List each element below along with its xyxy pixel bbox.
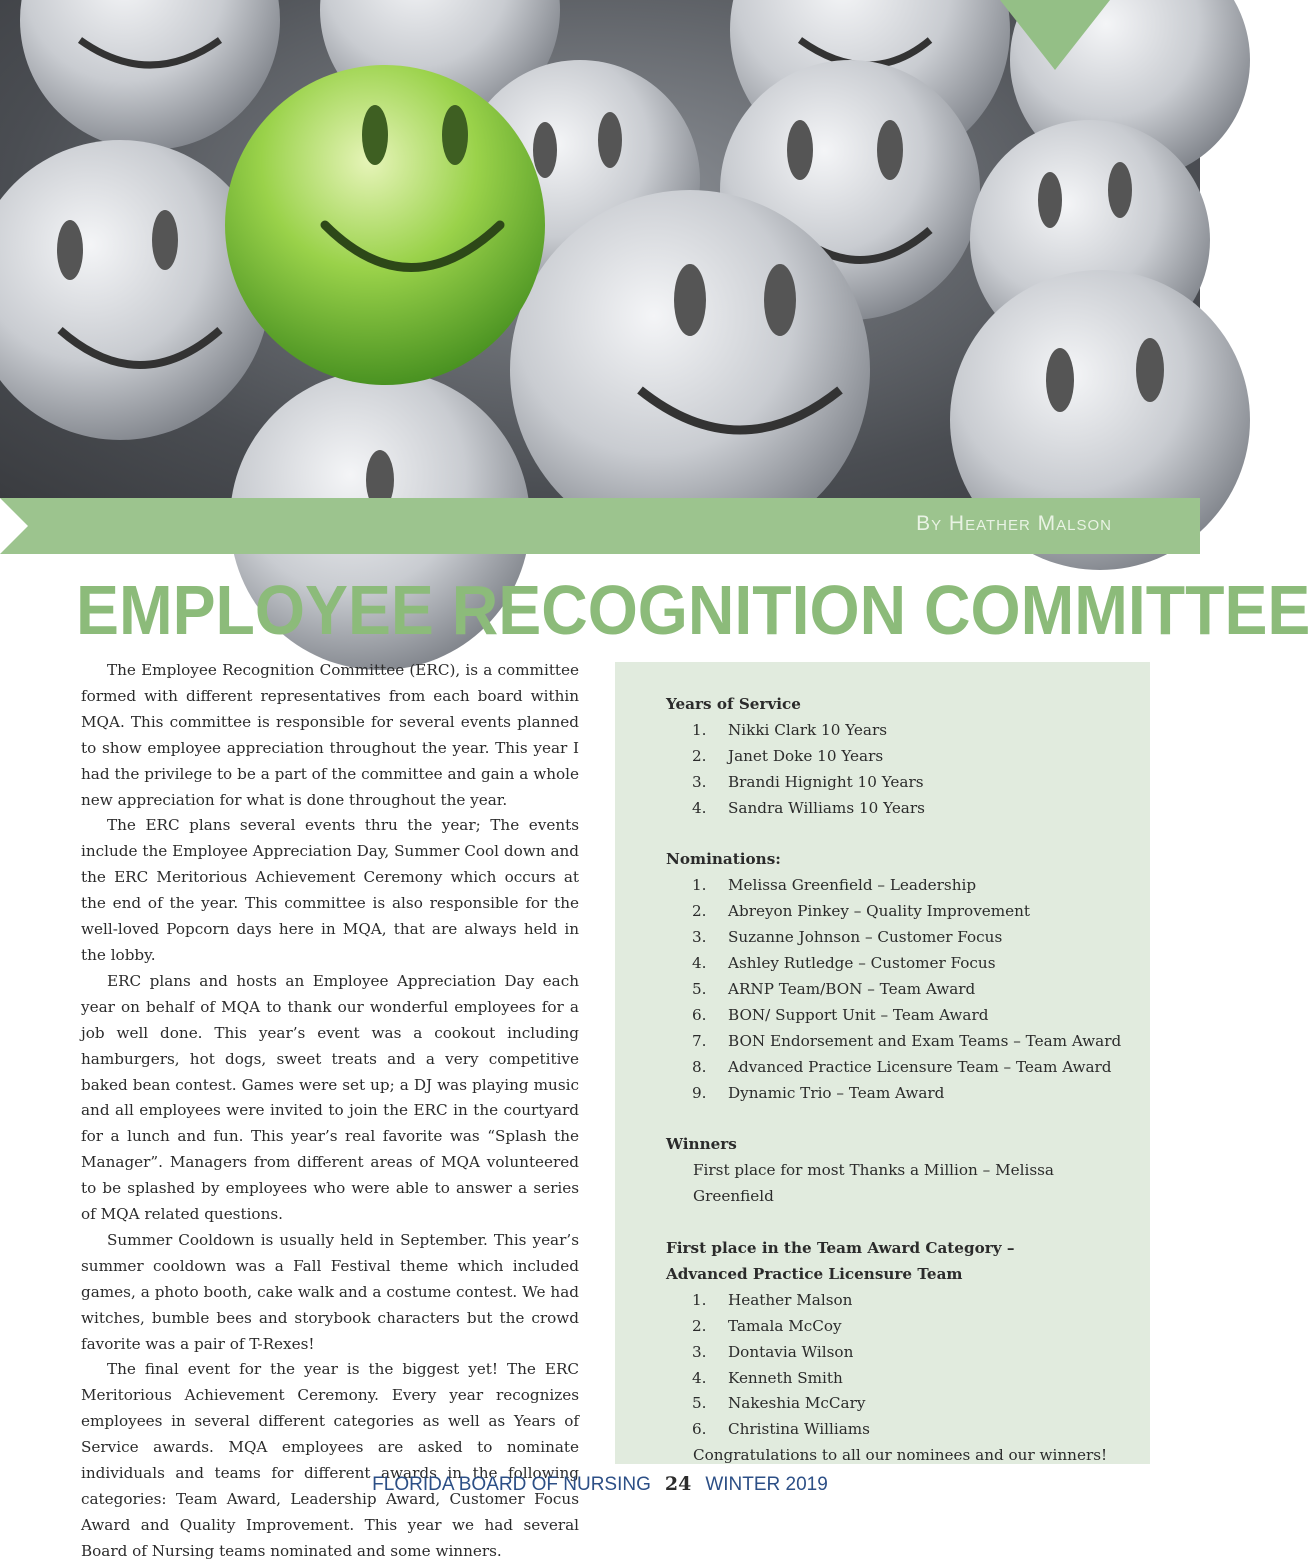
issue-label: WINTER 2019 bbox=[705, 1474, 828, 1495]
winners-text: First place for most Thanks a Million – Melissa Greenfield bbox=[693, 1161, 1054, 1206]
list-item: 6. BON/ Support Unit – Team Award bbox=[692, 1005, 989, 1024]
gray-smiley-ball bbox=[20, 0, 280, 150]
green-smiley-ball bbox=[225, 65, 545, 385]
gray-smiley-ball bbox=[0, 140, 270, 440]
page-number: 24 bbox=[664, 1473, 692, 1495]
nominations-list bbox=[666, 873, 1136, 1106]
paragraph: ERC plans and hosts an Employee Appreciation Day each year on behalf of MQA to thank our wonderful employees for a job well done. This year’s event was a cookout including hamburgers, hot dogs, sweet treats and a very competitive baked bean contest. Games were set up; a DJ was playing music and all employees were invited to join the ERC in the courtyard for a lunch and fun. This year’s real favorite was “Splash the Manager”. Managers from different areas of MQA volunteered to be splashed by employees who were able to answer a series of MQA related questions. bbox=[81, 971, 579, 1224]
smiley-balls-photo bbox=[0, 0, 1200, 498]
paragraph: Summer Cooldown is usually held in September. This year’s summer cooldown was a Fall Festival theme which included games, a photo booth, cake walk and a costume contest. We had witches, bumble bees and storybook characters but the crowd favorite was a pair of T-Rexes! bbox=[81, 1230, 579, 1353]
article-body bbox=[81, 658, 579, 1565]
list-item: 4. Ashley Rutledge – Customer Focus bbox=[692, 954, 996, 973]
list-item: 7. BON Endorsement and Exam Teams – Team Award bbox=[692, 1031, 1122, 1050]
years-of-service-heading: Years of Service bbox=[666, 695, 801, 713]
list-item: 9. Dynamic Trio – Team Award bbox=[692, 1083, 945, 1102]
team-members-list bbox=[666, 1288, 1136, 1443]
winners-heading: Winners bbox=[666, 1135, 737, 1154]
congratulations-text: Congratulations to all our nominees and our winners! bbox=[693, 1446, 1108, 1465]
team-award-heading: First place in the Team Award Category – bbox=[666, 1238, 1015, 1257]
page-title: EMPLOYEE RECOGNITION COMMITTEE bbox=[76, 571, 1310, 649]
list-item: 8. Advanced Practice Licensure Team – Team Award bbox=[692, 1057, 1112, 1076]
paragraph: The ERC plans several events thru the year; The events include the Employee Appreciation Day, Summer Cool down and the ERC Meritorious Achievement Ceremony which occurs at the end of the year. This committee is also responsible for the well-loved Popcorn days here in MQA, that are always held in the lobby. bbox=[81, 816, 579, 964]
hero-image bbox=[0, 0, 1200, 498]
nominations-heading: Nominations: bbox=[666, 850, 781, 869]
band-notch-decoration bbox=[0, 498, 28, 554]
list-item: 3. Brandi Hignight 10 Years bbox=[692, 772, 924, 791]
paragraph: The final event for the year is the biggest yet! The ERC Meritorious Achievement Ceremony. Every year recognizes employees in several different categories as well as Years of Service awards. MQA employees are asked to nominate individuals and teams for different awards in the following categories: Team Award, Leadership Award, Customer Focus Award and Quality Improvement. This year we had several Board of Nursing teams nominated and some winners. bbox=[81, 1360, 579, 1560]
corner-triangle-decoration bbox=[1000, 0, 1110, 70]
page-footer bbox=[0, 1473, 1200, 1496]
list-item: 4. Kenneth Smith bbox=[692, 1368, 843, 1387]
list-item: 2. Abreyon Pinkey – Quality Improvement bbox=[692, 902, 1031, 921]
list-item: 5. ARNP Team/BON – Team Award bbox=[692, 979, 976, 998]
list-item: 4. Sandra Williams 10 Years bbox=[692, 798, 925, 817]
years-of-service-list bbox=[666, 718, 1136, 822]
awards-sidebar bbox=[615, 662, 1150, 1464]
list-item: 3. Suzanne Johnson – Customer Focus bbox=[692, 928, 1003, 947]
list-item: 1. Nikki Clark 10 Years bbox=[692, 720, 888, 739]
list-item: 1. Melissa Greenfield – Leadership bbox=[692, 876, 977, 895]
list-item: 2. Janet Doke 10 Years bbox=[692, 746, 884, 765]
list-item: 3. Dontavia Wilson bbox=[692, 1342, 854, 1361]
list-item: 2. Tamala McCoy bbox=[692, 1316, 842, 1335]
list-item: 6. Christina Williams bbox=[692, 1420, 870, 1439]
paragraph: The Employee Recognition Committee (ERC), is a committee formed with different representatives from each board within MQA. This committee is responsible for several events planned to show employee appreciation throughout the year. This year I had the privilege to be a part of the committee and gain a whole new appreciation for what is done throughout the year. bbox=[81, 661, 579, 809]
team-award-subheading: Advanced Practice Licensure Team bbox=[666, 1264, 963, 1283]
byline: By Heather Malson bbox=[916, 512, 1112, 535]
list-item: 1. Heather Malson bbox=[692, 1290, 853, 1309]
gray-smiley-ball bbox=[510, 190, 870, 550]
publication-name: FLORIDA BOARD OF NURSING bbox=[372, 1474, 651, 1495]
list-item: 5. Nakeshia McCary bbox=[692, 1394, 866, 1413]
